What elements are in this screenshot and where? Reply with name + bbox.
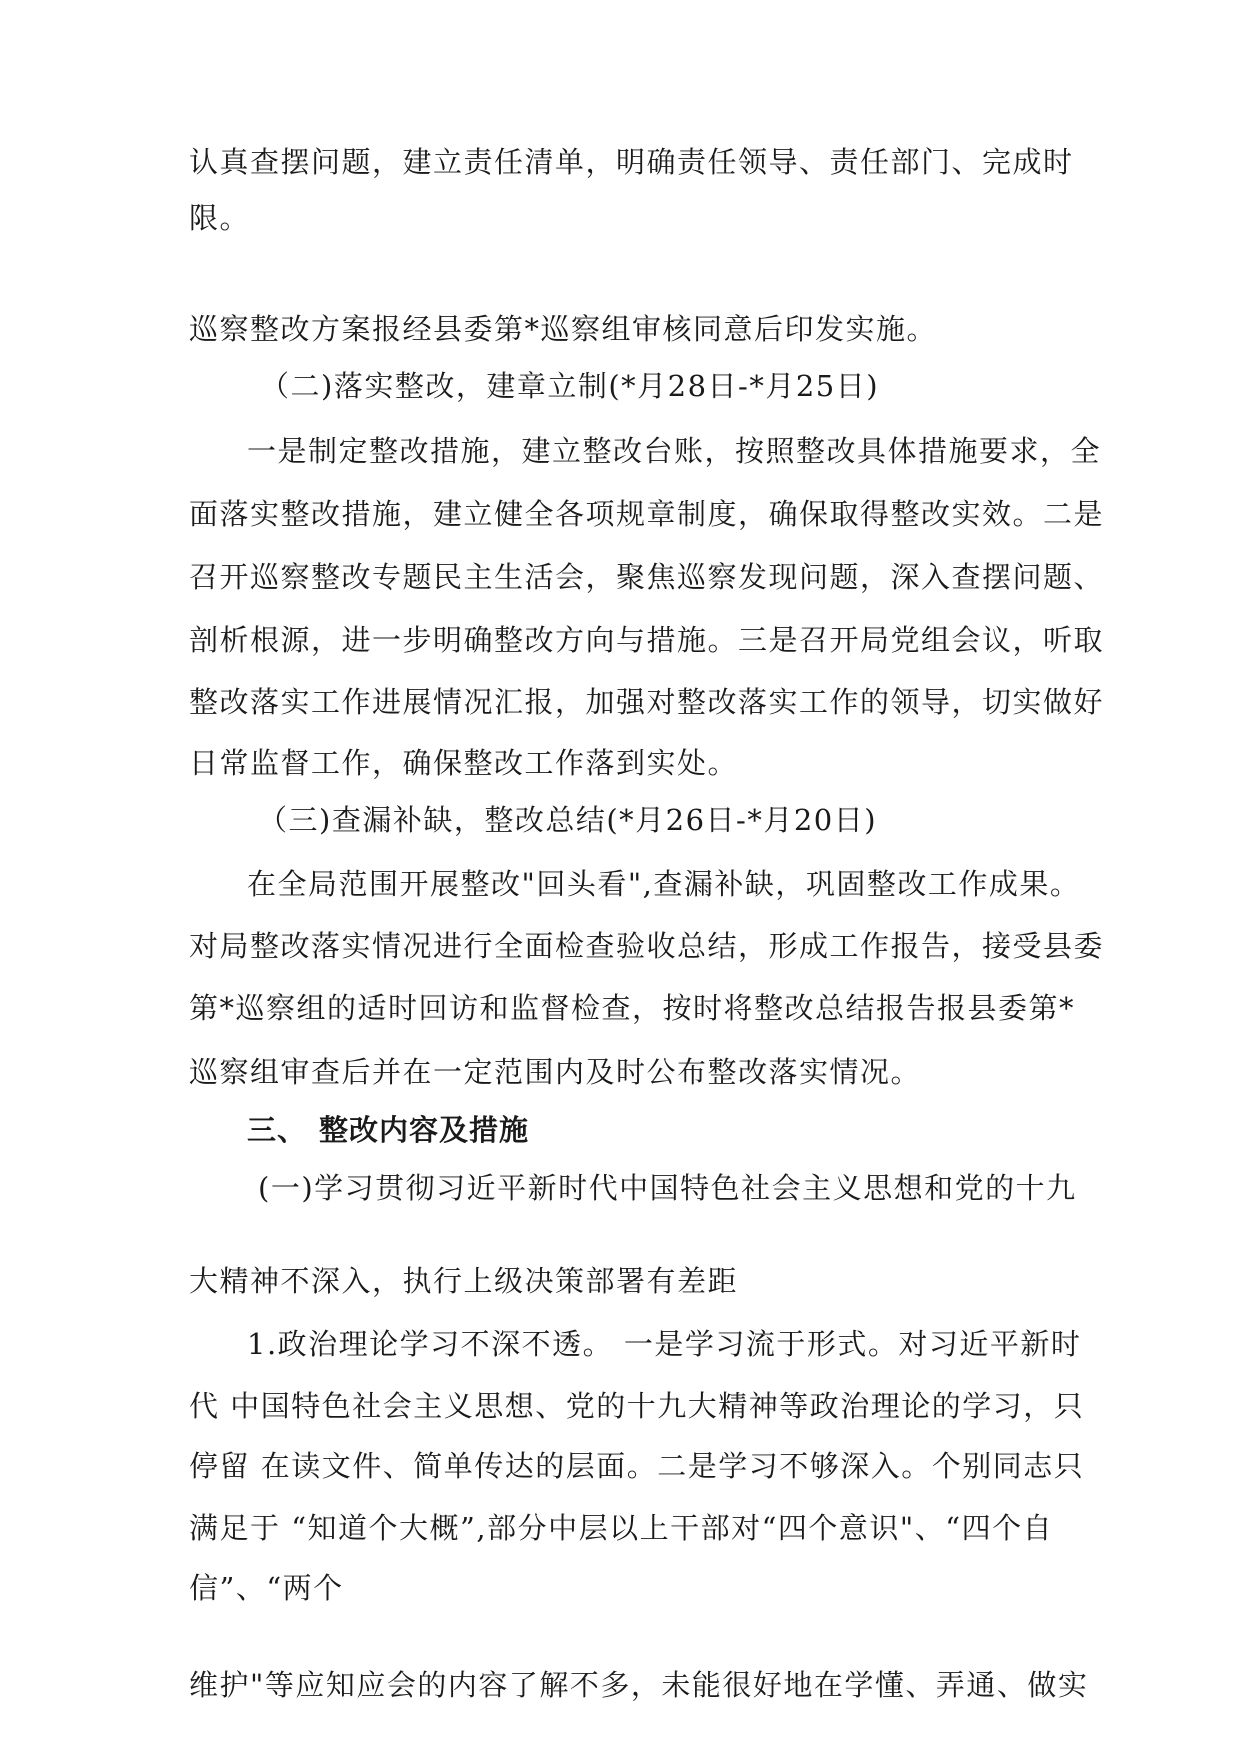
subheading-line: 大精神不深入，执行上级决策部署有差距	[189, 1264, 739, 1298]
paragraph-line: 对局整改落实情况进行全面检查验收总结，形成工作报告，接受县委	[189, 929, 1105, 963]
section-heading-number: 三、	[247, 1113, 308, 1147]
paragraph-line: 面落实整改措施，建立健全各项规章制度，确保取得整改实效。二是	[189, 497, 1105, 531]
section-heading	[247, 1112, 529, 1148]
paragraph-line: 巡察组审查后并在一定范围内及时公布整改落实情况。	[189, 1055, 922, 1089]
paragraph-line: 剖析根源，进一步明确整改方向与措施。三是召开局党组会议，听取	[189, 623, 1105, 657]
paragraph-line: 第*巡察组的适时回访和监督检查，按时将整改总结报告报县委第*	[189, 991, 1076, 1025]
paragraph-line: 在全局范围开展整改"回头看",查漏补缺，巩固整改工作成果。	[247, 867, 1081, 901]
paragraph-line: 满足于 “知道个大概”,部分中层以上干部对“四个意识"、“四个自	[189, 1511, 1054, 1545]
paragraph-line: 维护"等应知应会的内容了解不多，未能很好地在学懂、弄通、做实	[189, 1668, 1089, 1702]
paragraph-line: 1.政治理论学习不深不透。 一是学习流于形式。对习近平新时	[247, 1327, 1082, 1361]
paragraph-line: 一是制定整改措施，建立整改台账，按照整改具体措施要求，全	[247, 434, 1102, 468]
paragraph-line: 召开巡察整改专题民主生活会，聚焦巡察发现问题，深入查摆问题、	[189, 560, 1105, 594]
paragraph-line: 信”、“两个	[189, 1571, 344, 1605]
paragraph-line: 整改落实工作进展情况汇报，加强对整改落实工作的领导，切实做好	[189, 685, 1105, 719]
paragraph-line: 限。	[189, 201, 251, 235]
paragraph-line: 代 中国特色社会主义思想、党的十九大精神等政治理论的学习，只	[189, 1389, 1085, 1423]
subheading-line: (一)学习贯彻习近平新时代中国特色社会主义思想和党的十九	[258, 1171, 1077, 1205]
paragraph-line: 认真查摆问题，建立责任清单，明确责任领导、责任部门、完成时	[189, 145, 1074, 179]
section-heading-title: 整改内容及措施	[319, 1113, 530, 1147]
paragraph-line: 巡察整改方案报经县委第*巡察组审核同意后印发实施。	[189, 312, 938, 346]
paragraph-line: 停留 在读文件、简单传达的层面。二是学习不够深入。个别同志只	[189, 1449, 1085, 1483]
subheading-line: （三)查漏补缺，整改总结(*月26日-*月20日)	[258, 803, 878, 837]
paragraph-line: 日常监督工作，确保整改工作落到实处。	[189, 746, 739, 780]
subheading-line: （二)落实整改，建章立制(*月28日-*月25日)	[260, 369, 880, 403]
